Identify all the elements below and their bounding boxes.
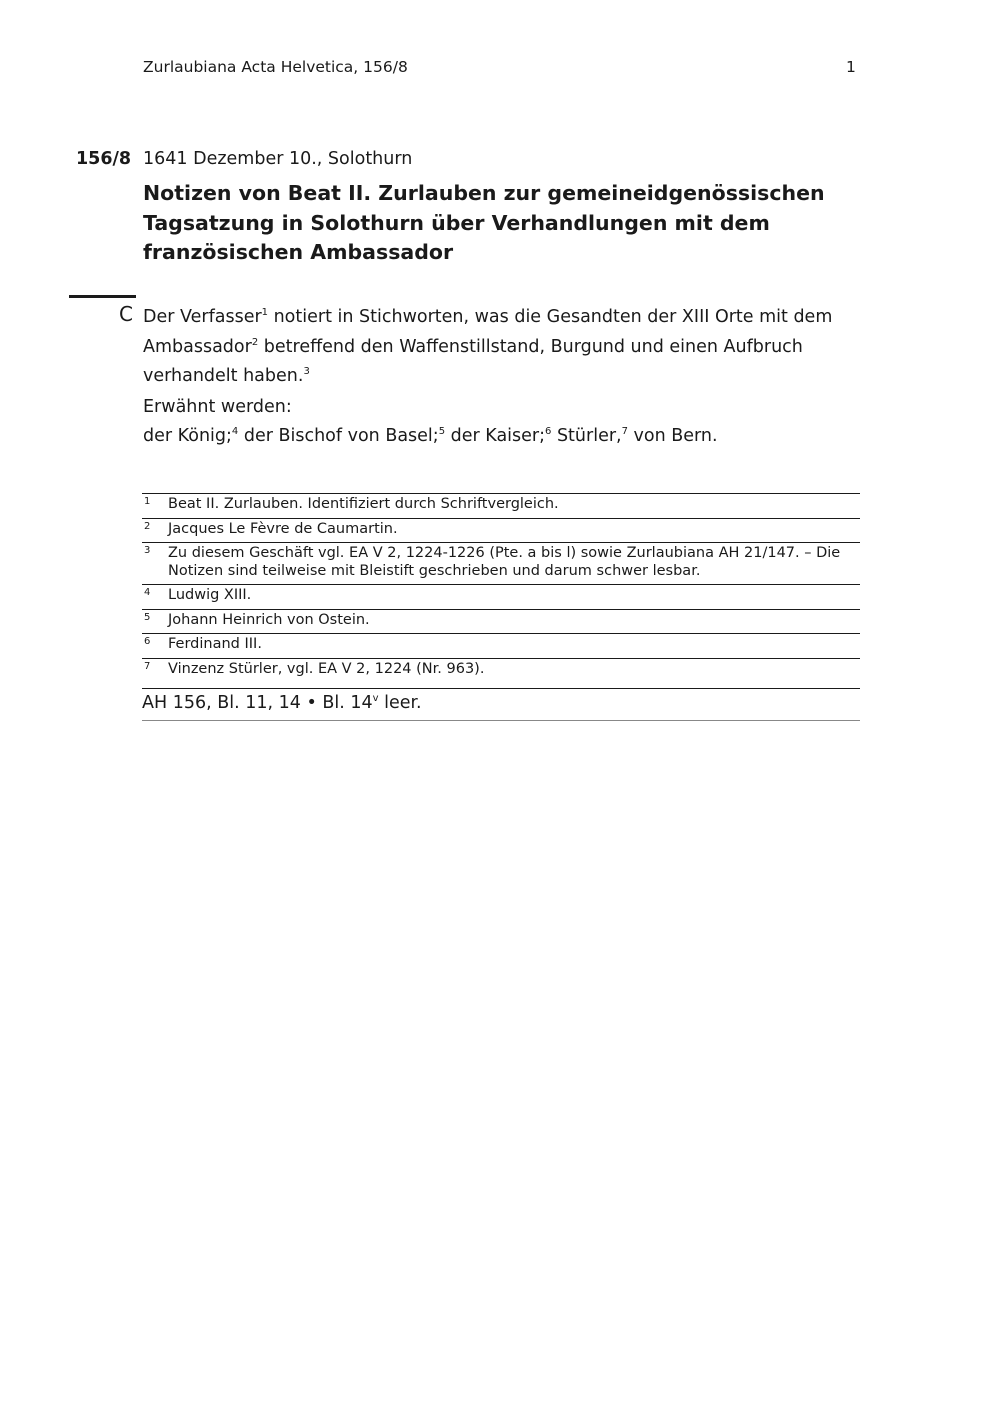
footnote-number: 5	[144, 611, 151, 623]
footnote-number: 2	[144, 520, 151, 532]
footnote-text: Ludwig XIII.	[168, 587, 252, 603]
footnote-ref-1[interactable]: 1	[261, 307, 269, 318]
sigle: C	[119, 302, 133, 326]
source-text-1: AH 156, Bl. 11, 14 • Bl. 14	[142, 693, 373, 713]
page-number: 1	[846, 58, 856, 76]
mentioned-item: von Bern.	[627, 426, 718, 446]
margin-rule	[69, 295, 136, 298]
footnote-number: 4	[144, 587, 151, 598]
footnote-ref-3[interactable]: 3	[303, 366, 310, 377]
footnote-number: 1	[144, 496, 151, 507]
footnote-row	[142, 543, 860, 585]
footnote-text: Vinzenz Stürler, vgl. EA V 2, 1224 (Nr. 963).	[168, 660, 485, 677]
summary-text-3: betreffend den Waffenstillstand, Burgund und einen Aufbruch verhandelt haben.	[143, 336, 803, 386]
footnote-row	[142, 494, 860, 519]
footnote-row	[142, 518, 860, 543]
footnote-ref-5[interactable]: 5	[438, 426, 446, 437]
footnote-number: 7	[144, 660, 151, 672]
footnote-number: 3	[144, 545, 151, 556]
footnote-text: Jacques Le Fèvre de Caumartin.	[168, 520, 398, 537]
mentioned-list	[143, 426, 718, 446]
source-verso-mark: v	[372, 693, 379, 704]
mentioned-item: der Kaiser;	[445, 426, 546, 446]
footnote-ref-2[interactable]: 2	[251, 336, 259, 348]
footnote-text: Beat II. Zurlauben. Identifiziert durch Schriftvergleich.	[168, 496, 559, 512]
footnote-row	[142, 658, 860, 682]
footnote-ref-4[interactable]: 4	[231, 426, 239, 437]
source-reference	[142, 688, 860, 721]
entry-title: Notizen von Beat II. Zurlauben zur gemeineidgenössischen Tagsatzung in Solothurn über Verhandlungen mit dem französischen Ambassador	[143, 181, 825, 264]
entry-date-place: 1641 Dezember 10., Solothurn	[143, 149, 413, 169]
running-title: Zurlaubiana Acta Helvetica, 156/8	[143, 58, 408, 76]
mentioned-label: Erwähnt werden:	[143, 397, 292, 417]
footnote-number: 6	[144, 636, 151, 647]
mentioned-item: der Bischof von Basel;	[238, 426, 439, 446]
footnote-row	[142, 609, 860, 634]
footnote-row	[142, 634, 860, 659]
footnote-row	[142, 585, 860, 610]
mentioned-item: der König;	[143, 426, 232, 446]
summary-text-2: notiert in Stichworten, was die Gesandten der XIII Orte mit dem Ambassador	[143, 307, 833, 357]
footnote-text: Zu diesem Geschäft vgl. EA V 2, 1224-1226 (Pte. a bis l) sowie Zurlaubiana AH 21/147. – Die Notizen sind teilweise mit Bleistift geschrieben und darum schwer lesbar.	[168, 545, 841, 579]
footnote-text: Ferdinand III.	[168, 636, 262, 652]
source-text-2: leer.	[378, 693, 422, 713]
footnote-ref-7[interactable]: 7	[621, 426, 628, 437]
footnote-text: Johann Heinrich von Ostein.	[168, 611, 370, 628]
mentioned-item: Stürler,	[551, 426, 622, 446]
summary-text-1: Der Verfasser	[143, 307, 262, 327]
summary-paragraph	[143, 303, 863, 392]
footnote-ref-6[interactable]: 6	[545, 426, 552, 437]
entry-number: 156/8	[76, 149, 132, 169]
footnotes-table	[142, 493, 860, 682]
